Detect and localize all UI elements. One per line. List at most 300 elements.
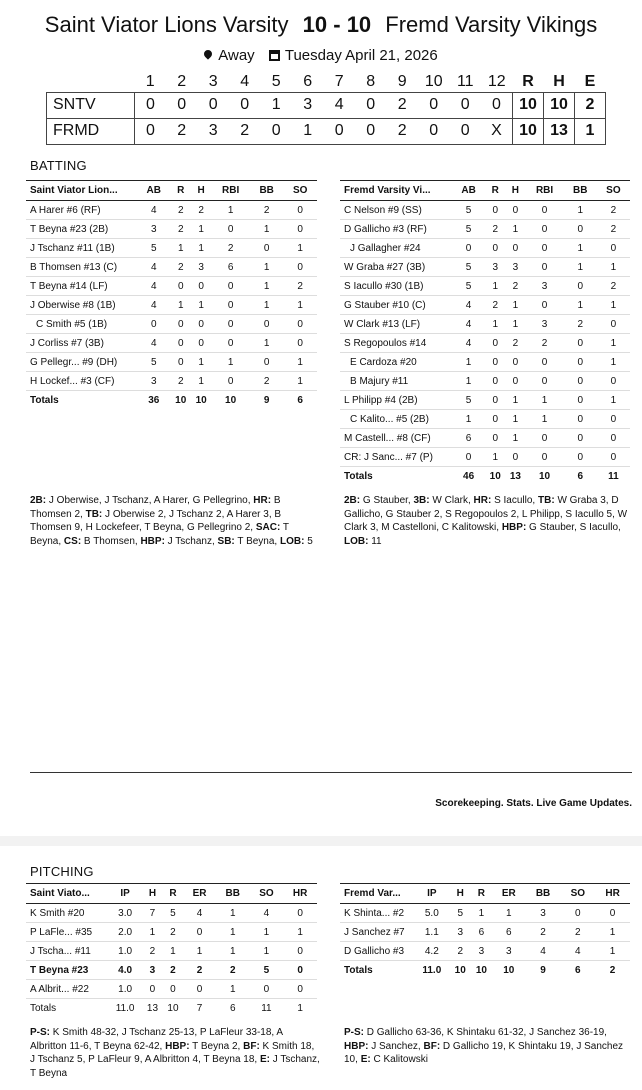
stat-value: 0 <box>526 258 564 277</box>
player-name: M Castell... #8 (CF) <box>340 429 452 448</box>
linescore-row <box>47 118 606 144</box>
stat-value: 0 <box>526 448 564 467</box>
note-text: K Smith 18, J Tschanz 5, P LaFleur 9, A Albritton 4, T Beyna 18, <box>30 1040 315 1065</box>
inning-runs: 2 <box>387 92 419 118</box>
stat-column-header: SO <box>283 181 317 201</box>
rhe-value: 10 <box>513 118 544 144</box>
player-row <box>340 448 630 467</box>
stat-column-header: AB <box>452 181 485 201</box>
stat-value: 0 <box>505 201 525 220</box>
rhe-value: 13 <box>544 118 575 144</box>
note-label: 3B: <box>413 495 430 506</box>
player-row <box>340 353 630 372</box>
stat-column-header: SO <box>597 181 630 201</box>
linescore-row <box>47 92 606 118</box>
stat-value: 4.2 <box>414 942 450 961</box>
inning-runs: 1 <box>292 118 324 144</box>
stat-value: 0 <box>526 372 564 391</box>
stat-value: 5 <box>250 961 284 980</box>
stat-value: 0 <box>597 429 630 448</box>
inning-header: 6 <box>303 72 313 90</box>
linescore-corner <box>47 72 135 92</box>
stat-value: 1 <box>452 372 485 391</box>
player-name: C Smith #5 (1B) <box>26 315 137 334</box>
stat-value: 4.0 <box>108 961 142 980</box>
stat-column-header: IP <box>414 884 450 904</box>
stat-value: 2 <box>211 239 250 258</box>
stat-value: 0 <box>485 372 505 391</box>
totals-label: Totals <box>26 999 108 1018</box>
calendar-icon <box>269 50 280 61</box>
inning-header: 2 <box>177 72 187 90</box>
batting-table-home <box>26 180 317 410</box>
note-text: T Beyna, <box>234 535 280 547</box>
inning-header: 3 <box>208 72 218 90</box>
stat-value: 3.0 <box>108 904 142 923</box>
stat-value: 2 <box>564 315 597 334</box>
stat-value: 1.1 <box>414 923 450 942</box>
note-label: 2B: <box>30 495 47 506</box>
player-row <box>26 277 317 296</box>
stat-column-header: SO <box>250 884 284 904</box>
stat-value: 2 <box>163 961 184 980</box>
player-row <box>26 980 317 999</box>
note-label: E: <box>259 1054 270 1065</box>
note-label: HBP: <box>344 1040 369 1052</box>
inning-runs: 3 <box>292 92 324 118</box>
stat-value: 2 <box>597 220 630 239</box>
stat-value: 0 <box>171 334 191 353</box>
note-text: W Clark, <box>429 495 474 506</box>
rhe-value: 1 <box>575 118 606 144</box>
note-label: E: <box>360 1054 371 1065</box>
stat-column-header: ER <box>492 884 526 904</box>
batting-notes-away <box>344 494 634 548</box>
stat-value: 4 <box>137 201 171 220</box>
player-row <box>340 334 630 353</box>
player-name: K Smith #20 <box>26 904 108 923</box>
player-name: D Gallicho #3 <box>340 942 414 961</box>
stat-column-header: HR <box>595 884 630 904</box>
note-label: LOB: <box>279 535 305 547</box>
stat-value: 4 <box>452 334 485 353</box>
totals-value: 11.0 <box>414 961 450 980</box>
totals-value: 10 <box>492 961 526 980</box>
stat-value: 1 <box>250 258 284 277</box>
note-text: J Oberwise 2, J Tschanz 2, A Harer 3, B Thomsen 9, H Lockefeer, T Beyna, G Pellegrino 2, <box>30 508 282 533</box>
player-name: T Beyna #23 (2B) <box>26 220 137 239</box>
stat-value: 1 <box>191 353 211 372</box>
stat-value: 2 <box>171 258 191 277</box>
player-row <box>26 220 317 239</box>
stat-value: 1 <box>216 904 250 923</box>
table-header-row <box>340 181 630 201</box>
player-name: L Philipp #4 (2B) <box>340 391 452 410</box>
stat-value: 0 <box>250 353 284 372</box>
stat-value: 3 <box>492 942 526 961</box>
player-name: D Gallicho #3 (RF) <box>340 220 452 239</box>
player-name: A Harer #6 (RF) <box>26 201 137 220</box>
stat-column-header: H <box>191 181 211 201</box>
stat-column-header: RBI <box>211 181 250 201</box>
player-row <box>26 961 317 980</box>
note-text: J Sanchez, <box>368 1040 424 1052</box>
player-name: K Shinta... #2 <box>340 904 414 923</box>
stat-value: 1 <box>505 429 525 448</box>
stat-value: 5 <box>137 353 171 372</box>
totals-value: 10 <box>471 961 492 980</box>
note-text: G Stauber, S Iacullo, <box>526 522 621 533</box>
stat-value: 0 <box>191 315 211 334</box>
inning-runs: 0 <box>135 118 167 144</box>
totals-value: 1 <box>283 999 317 1018</box>
player-name: J Gallagher #24 <box>340 239 452 258</box>
totals-row <box>26 999 317 1018</box>
stat-value: 4 <box>137 277 171 296</box>
stat-value: 0 <box>564 410 597 429</box>
player-name: B Thomsen #13 (C) <box>26 258 137 277</box>
stat-value: 0 <box>171 277 191 296</box>
stat-value: 1 <box>505 296 525 315</box>
pitching-table-home <box>26 883 317 1018</box>
stat-value: 1 <box>191 372 211 391</box>
stat-value: 1 <box>283 296 317 315</box>
stat-value: 1.0 <box>108 942 142 961</box>
stat-value: 0 <box>283 220 317 239</box>
stat-value: 5.0 <box>414 904 450 923</box>
stat-value: 4 <box>526 942 561 961</box>
stat-value: 0 <box>283 334 317 353</box>
game-score: 10 - 10 <box>302 12 372 37</box>
stat-value: 2 <box>505 334 525 353</box>
stat-value: 1 <box>142 923 163 942</box>
player-name: T Beyna #23 <box>26 961 108 980</box>
stat-value: 4 <box>452 296 485 315</box>
stat-value: 0 <box>597 410 630 429</box>
stat-value: 0 <box>485 334 505 353</box>
stat-value: 5 <box>450 904 471 923</box>
note-text: C Kalitowski <box>370 1054 428 1065</box>
stat-value: 1 <box>597 334 630 353</box>
player-row <box>340 372 630 391</box>
team-column-header: Saint Viator Lion... <box>26 181 137 201</box>
player-row <box>26 201 317 220</box>
stat-value: 5 <box>137 239 171 258</box>
rhe-header: H <box>553 72 565 90</box>
pitching-table-away <box>340 883 630 980</box>
stat-column-header: SO <box>560 884 595 904</box>
stat-value: 2 <box>250 372 284 391</box>
totals-value: 6 <box>283 391 317 410</box>
stat-value: 1 <box>505 391 525 410</box>
stat-column-header: BB <box>526 884 561 904</box>
batting-section-title: BATTING <box>30 158 87 173</box>
inning-header: 11 <box>456 72 474 90</box>
stat-value: 0 <box>142 980 163 999</box>
stat-value: 1 <box>505 220 525 239</box>
stat-value: 0 <box>163 980 184 999</box>
stat-value: 0 <box>564 334 597 353</box>
stat-column-header: RBI <box>526 181 564 201</box>
pitching-notes-away <box>344 1026 634 1067</box>
stat-value: 3 <box>485 258 505 277</box>
stat-value: 1 <box>564 201 597 220</box>
linescore-table <box>46 72 606 145</box>
stat-value: 4 <box>137 258 171 277</box>
stat-value: 2 <box>485 220 505 239</box>
stat-value: 1.0 <box>108 980 142 999</box>
stat-value: 0 <box>211 277 250 296</box>
totals-value: 36 <box>137 391 171 410</box>
stat-value: 0 <box>283 315 317 334</box>
note-text: T Beyna, <box>30 522 289 547</box>
inning-header: 5 <box>271 72 281 90</box>
totals-value: 6 <box>216 999 250 1018</box>
stat-value: 1 <box>283 923 317 942</box>
player-row <box>26 923 317 942</box>
stat-value: 2 <box>505 277 525 296</box>
player-name: G Pellegr... #9 (DH) <box>26 353 137 372</box>
stat-value: 6 <box>211 258 250 277</box>
note-text: B Thomsen, <box>81 535 141 547</box>
linescore-team: SNTV <box>47 92 135 118</box>
note-label: P-S: <box>344 1027 364 1038</box>
player-name: J Tschanz #11 (1B) <box>26 239 137 258</box>
stat-value: 1 <box>526 410 564 429</box>
stat-value: 1 <box>163 942 184 961</box>
stat-value: 0 <box>485 391 505 410</box>
stat-value: 0 <box>283 904 317 923</box>
stat-value: 2 <box>183 961 216 980</box>
totals-value: 10 <box>191 391 211 410</box>
batting-notes-home <box>30 494 322 548</box>
stat-value: 0 <box>191 334 211 353</box>
inning-runs: 0 <box>166 92 198 118</box>
player-name: A Albrit... #22 <box>26 980 108 999</box>
note-label: HBP: <box>140 535 165 547</box>
inning-runs: 3 <box>198 118 230 144</box>
stat-value: 1 <box>452 353 485 372</box>
stat-value: 3 <box>450 923 471 942</box>
stat-value: 0 <box>183 923 216 942</box>
player-name: G Stauber #10 (C) <box>340 296 452 315</box>
stat-column-header: R <box>471 884 492 904</box>
player-name: T Beyna #14 (LF) <box>26 277 137 296</box>
stat-value: 2 <box>283 277 317 296</box>
note-text: 11 <box>368 535 382 547</box>
stat-value: 2 <box>191 201 211 220</box>
note-label: HR: <box>473 495 492 506</box>
stat-column-header: BB <box>216 884 250 904</box>
matchup-title <box>0 12 642 38</box>
stat-value: 1 <box>283 353 317 372</box>
stat-value: 1 <box>597 258 630 277</box>
stat-value: 0 <box>283 980 317 999</box>
stat-value: 1 <box>597 296 630 315</box>
player-name: W Graba #27 (3B) <box>340 258 452 277</box>
stat-value: 6 <box>471 923 492 942</box>
stat-value: 1 <box>595 923 630 942</box>
inning-runs: 0 <box>355 92 387 118</box>
stat-value: 1 <box>211 353 250 372</box>
stat-column-header: H <box>142 884 163 904</box>
note-text: D Gallicho 63-36, K Shintaku 61-32, J Sanchez 36-19, <box>364 1027 607 1038</box>
note-text: 5 <box>304 535 313 547</box>
note-label: BF: <box>243 1040 260 1052</box>
stat-value: 0 <box>505 353 525 372</box>
stat-value: 0 <box>211 296 250 315</box>
stat-value: 0 <box>526 429 564 448</box>
stat-value: 1 <box>283 239 317 258</box>
stat-value: 1 <box>283 372 317 391</box>
stat-value: 6 <box>452 429 485 448</box>
player-row <box>26 315 317 334</box>
stat-value: 1 <box>250 334 284 353</box>
stat-value: 0 <box>597 315 630 334</box>
stat-value: 3 <box>137 220 171 239</box>
stat-value: 0 <box>485 353 505 372</box>
player-name: CR: J Sanc... #7 (P) <box>340 448 452 467</box>
stat-value: 3 <box>142 961 163 980</box>
stat-value: 1 <box>485 315 505 334</box>
stat-column-header: R <box>163 884 184 904</box>
player-row <box>26 239 317 258</box>
inning-runs: 2 <box>166 118 198 144</box>
game-location: Away <box>218 47 255 64</box>
stat-value: 0 <box>564 220 597 239</box>
stat-value: 0 <box>526 296 564 315</box>
section-gap <box>0 836 642 846</box>
note-text: T Beyna 2, <box>189 1040 244 1052</box>
note-label: LOB: <box>344 535 369 547</box>
stat-value: 0 <box>485 410 505 429</box>
player-row <box>26 296 317 315</box>
player-name: H Lockef... #3 (CF) <box>26 372 137 391</box>
totals-row <box>26 391 317 410</box>
stat-value: 1 <box>597 353 630 372</box>
stat-value: 6 <box>492 923 526 942</box>
stat-value: 2 <box>526 334 564 353</box>
player-row <box>340 410 630 429</box>
stat-value: 0 <box>505 372 525 391</box>
stat-value: 1 <box>485 448 505 467</box>
stat-value: 1 <box>171 296 191 315</box>
note-label: HR: <box>253 495 272 506</box>
stat-value: 0 <box>564 372 597 391</box>
team-column-header: Fremd Varsity Vi... <box>340 181 452 201</box>
totals-value: 11 <box>250 999 284 1018</box>
totals-value: 9 <box>250 391 284 410</box>
totals-value: 10 <box>211 391 250 410</box>
stat-value: 0 <box>597 239 630 258</box>
stat-value: 0 <box>485 429 505 448</box>
stat-value: 2 <box>142 942 163 961</box>
note-text: J Oberwise, J Tschanz, A Harer, G Pellegrino, <box>46 495 254 506</box>
totals-row <box>340 961 630 980</box>
stat-value: 1 <box>526 391 564 410</box>
inning-runs: 0 <box>324 118 356 144</box>
stat-value: 0 <box>526 220 564 239</box>
totals-value: 13 <box>505 467 525 486</box>
stat-value: 0 <box>283 942 317 961</box>
player-name: S Iacullo #30 (1B) <box>340 277 452 296</box>
stat-column-header: ER <box>183 884 216 904</box>
game-header <box>0 12 642 38</box>
stat-value: 2 <box>526 923 561 942</box>
note-text: G Stauber, <box>360 495 414 506</box>
inning-runs: 0 <box>229 92 261 118</box>
stat-value: 0 <box>171 353 191 372</box>
stat-value: 0 <box>250 239 284 258</box>
stat-value: 0 <box>191 277 211 296</box>
note-label: TB: <box>85 508 103 520</box>
note-label: HBP: <box>501 522 527 533</box>
stat-value: 4 <box>452 315 485 334</box>
inning-runs: 2 <box>387 118 419 144</box>
stat-value: 4 <box>137 296 171 315</box>
player-row <box>26 372 317 391</box>
stat-value: 1 <box>211 201 250 220</box>
stat-value: 0 <box>452 448 485 467</box>
stat-value: 2 <box>171 220 191 239</box>
stat-value: 5 <box>452 277 485 296</box>
stat-value: 1 <box>191 220 211 239</box>
inning-header: 10 <box>424 72 443 90</box>
pitching-section-title: PITCHING <box>30 864 94 879</box>
player-row <box>26 334 317 353</box>
home-team-name: Saint Viator Lions Varsity <box>44 12 289 37</box>
stat-value: 1 <box>250 220 284 239</box>
player-row <box>340 239 630 258</box>
stat-value: 5 <box>452 220 485 239</box>
rhe-value: 10 <box>544 92 575 118</box>
inning-header: 8 <box>366 72 376 90</box>
stat-value: 0 <box>564 391 597 410</box>
note-text: K Smith 48-32, J Tschanz 25-13, P LaFleur 33-18, A Albritton 11-6, T Beyna 62-42, <box>30 1027 283 1052</box>
player-name: C Kalito... #5 (2B) <box>340 410 452 429</box>
stat-value: 0 <box>283 201 317 220</box>
stat-value: 0 <box>250 980 284 999</box>
table-header-row <box>26 884 317 904</box>
rhe-value: 10 <box>513 92 544 118</box>
stat-value: 0 <box>211 372 250 391</box>
stat-value: 0 <box>526 201 564 220</box>
player-row <box>340 258 630 277</box>
stat-value: 0 <box>595 904 630 923</box>
stat-value: 3 <box>471 942 492 961</box>
inning-header: 12 <box>487 72 506 90</box>
stat-value: 1 <box>505 410 525 429</box>
rhe-value: 2 <box>575 92 606 118</box>
stat-value: 1 <box>171 239 191 258</box>
table-header-row <box>340 884 630 904</box>
stat-value: 1 <box>485 277 505 296</box>
section-divider <box>30 772 632 773</box>
stat-value: 0 <box>564 448 597 467</box>
stat-value: 1 <box>183 942 216 961</box>
stat-value: 5 <box>452 258 485 277</box>
table-header-row <box>26 181 317 201</box>
totals-label: Totals <box>26 391 137 410</box>
stat-value: 1 <box>597 391 630 410</box>
stat-value: 0 <box>211 220 250 239</box>
stat-value: 1 <box>595 942 630 961</box>
inning-runs: 2 <box>229 118 261 144</box>
stat-column-header: R <box>171 181 191 201</box>
note-label: BF: <box>423 1040 441 1052</box>
stat-value: 3 <box>191 258 211 277</box>
player-name: J Sanchez #7 <box>340 923 414 942</box>
